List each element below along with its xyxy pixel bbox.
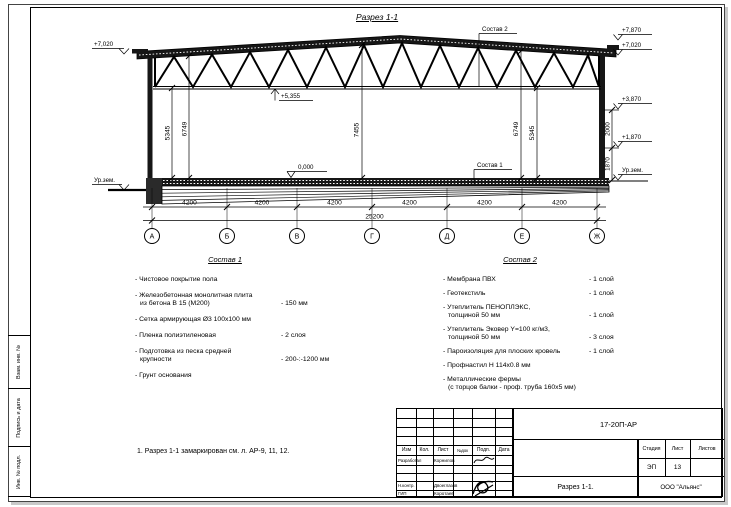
tb-col-izm: Изм bbox=[401, 447, 412, 453]
tb-col-data: Дата bbox=[498, 447, 510, 453]
tb-sheet-label: Лист bbox=[671, 446, 684, 452]
elevation-ridge: +7,870 bbox=[622, 27, 642, 34]
dim-total: 25200 bbox=[365, 213, 384, 221]
axis-zh: Ж bbox=[593, 233, 601, 241]
label-sostav1: Состав 1 bbox=[477, 162, 503, 169]
side-strip-label: Взам. инв. № bbox=[16, 344, 22, 380]
tb-sheets-label: Листов bbox=[698, 446, 716, 452]
side-strip-label: Инв. № подл. bbox=[16, 454, 22, 489]
sostav1-heading: Состав 1 bbox=[208, 255, 242, 264]
dim-center: 7455 bbox=[353, 122, 361, 138]
left-wall bbox=[148, 57, 153, 178]
axis-v: В bbox=[294, 233, 300, 241]
list-item: - Чистовое покрытие пола bbox=[135, 276, 218, 283]
left-eave-detail bbox=[132, 49, 148, 54]
list-item: - Мембрана ПВХ - 1 слой bbox=[443, 276, 614, 283]
axis-e: Е bbox=[519, 233, 525, 241]
tb-role-1: Разработал bbox=[398, 458, 422, 463]
axis-a: А bbox=[149, 233, 155, 241]
foundation-block-left bbox=[146, 178, 162, 204]
tb-col-podp: Подп. bbox=[476, 447, 491, 453]
dim-bay-3: 4200 bbox=[327, 199, 342, 207]
dim-left-inner: 5345 bbox=[164, 125, 172, 141]
axis-d: Д bbox=[444, 233, 450, 241]
elevation-right-mid-upper: +3,870 bbox=[622, 96, 642, 103]
elevation-left-ground: Ур.зем. bbox=[94, 177, 115, 184]
axis-bubbles bbox=[145, 229, 605, 244]
tb-col-kol: Кол. bbox=[419, 447, 430, 453]
dim-bay-2: 4200 bbox=[254, 199, 270, 207]
tb-name-2: Двоеглазов bbox=[434, 482, 458, 488]
tb-drawing-title: Разрез 1-1. bbox=[557, 483, 594, 491]
side-strip-label: Подпись и дата bbox=[16, 397, 22, 438]
list-item: - Геотекстиль - 1 слой bbox=[443, 290, 614, 297]
label-sostav2: Состав 2 bbox=[482, 26, 508, 33]
sostav2-list bbox=[443, 256, 643, 398]
roof-slab bbox=[132, 36, 619, 60]
dim-right-outer: 6749 bbox=[513, 121, 520, 137]
list-item: - Подготовка из песка средней крупности - 200-:-1200 мм bbox=[135, 348, 330, 363]
elevation-right-ground: Ур.зем. bbox=[622, 167, 643, 174]
list-item: - Пароизоляция для плоских кровель - 1 слой bbox=[443, 348, 614, 355]
tb-name-3: Коротаев bbox=[434, 491, 454, 496]
dim-bay-1: 4200 bbox=[182, 199, 197, 207]
elevation-floor: 0,000 bbox=[298, 164, 314, 171]
signature bbox=[473, 455, 495, 465]
sostav1-list bbox=[135, 256, 335, 388]
dim-bay-6: 4200 bbox=[552, 199, 567, 207]
tb-company: ООО "Альянс" bbox=[660, 483, 702, 491]
tb-sheet-value: 13 bbox=[673, 464, 682, 471]
dim-left-outer: 6749 bbox=[181, 121, 189, 137]
list-item: - Сетка армирующая Ø3 100х100 мм bbox=[135, 316, 251, 323]
elevation-right-mid-lower: +1,870 bbox=[622, 134, 642, 141]
dim-right-inner: 5345 bbox=[529, 125, 536, 141]
tb-role-3: ГИП bbox=[398, 491, 407, 496]
elevation-left-eave: +7,020 bbox=[94, 41, 114, 48]
elevation-truss-bottom: +5,355 bbox=[281, 93, 301, 100]
tb-col-ndok: №док bbox=[456, 447, 469, 453]
list-item: - Металлические фермы (с торцов балки - проф. труба 160х5 мм) bbox=[443, 376, 576, 391]
dim-bay-5: 4200 bbox=[477, 199, 492, 207]
dim-wall-upper: 2000 bbox=[604, 122, 612, 136]
tb-role-2: Н.контр. bbox=[398, 482, 415, 488]
sostav2-heading: Состав 2 bbox=[503, 255, 537, 264]
list-item: - Пленка полиэтиленовая - 2 слоя bbox=[135, 332, 306, 339]
tb-col-list: Лист bbox=[437, 447, 449, 453]
axis-g: Г bbox=[370, 233, 374, 241]
elevation-right-eave: +7,020 bbox=[622, 42, 642, 49]
section-title: Разрез 1-1 bbox=[356, 12, 399, 22]
title-block bbox=[396, 408, 723, 497]
tb-stage-value: ЭП bbox=[646, 464, 657, 471]
dim-bay-4: 4200 bbox=[402, 199, 417, 207]
list-item: - Железобетонная монолитная плита из бетона В 15 (М200) - 150 мм bbox=[135, 292, 308, 307]
dim-wall-lower: 1870 bbox=[604, 157, 612, 171]
list-item: - Грунт основания bbox=[135, 372, 192, 379]
signature bbox=[471, 477, 497, 498]
vertical-dimensions bbox=[165, 42, 541, 181]
tb-doc-number: 17-20П-АР bbox=[599, 419, 638, 429]
drawing-note: 1. Разрез 1-1 замаркирован см. л. АР-9, 11, 12. bbox=[137, 448, 290, 455]
list-item: - Профнастил Н 114х0.8 мм bbox=[443, 362, 531, 369]
tb-name-1: Корнилов bbox=[434, 458, 455, 463]
axis-b: Б bbox=[224, 233, 230, 241]
list-item: - Утеплитель Эковер Y=100 кг/м3, толщиной 50 мм - 3 слоя bbox=[443, 326, 614, 341]
right-eave-detail bbox=[607, 45, 619, 50]
list-item: - Утеплитель ПЕНОПЛЭКС, толщиной 50 мм - 1 слой bbox=[443, 304, 614, 319]
tb-stage-label: Стадия bbox=[642, 446, 661, 452]
